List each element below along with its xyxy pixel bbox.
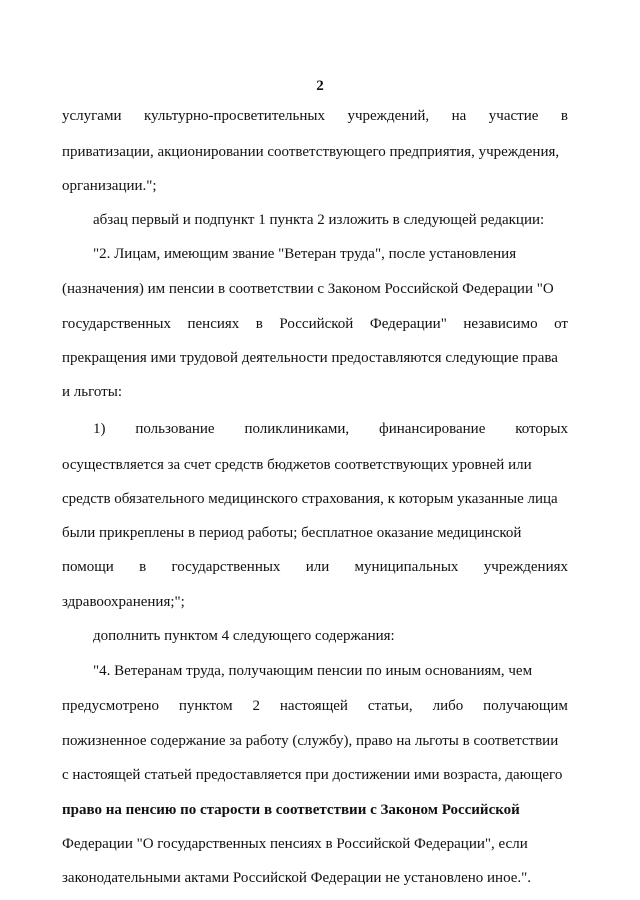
text-line: приватизации, акционировании соответствующего предприятия, учреждения, [62,144,560,160]
text-line: осуществляется за счет средств бюджетов соответствующих уровней или [62,457,532,473]
word: от [554,316,568,332]
text-line: средств обязательного медицинского страхования, к которым указанные лица [62,491,558,507]
paragraph-first-line: дополнить пунктом 4 следующего содержания: [93,628,395,644]
word: финансирование [378,421,486,437]
word: которых [515,421,568,437]
word: получающим [483,698,568,714]
text-line: здравоохранения;"; [62,594,185,610]
word: независимо [463,316,538,332]
word: государственных [62,316,171,332]
word: предусмотрено [62,698,159,714]
word: либо [432,698,464,714]
word: пользование [135,421,215,437]
word: участие [488,108,539,124]
text-line [62,315,568,333]
word: или [305,559,330,575]
paragraph-first-line: абзац первый и подпункт 1 пункта 2 изложить в следующей редакции: [93,212,545,228]
text-line: право на пенсию по старости в соответствии с Законом Российской [62,802,520,818]
text-line: и льготы: [62,384,122,400]
paragraph-first-line: "4. Ветеранам труда, получающим пенсии по иным основаниям, чем [93,663,533,679]
word: культурно-просветительных [143,108,325,124]
word: в [255,316,263,332]
word: поликлиниками, [244,421,350,437]
word: помощи [62,559,114,575]
paragraph-first-line [93,420,568,438]
word: государственных [171,559,281,575]
text-line: с настоящей статьей предоставляется при достижении ими возраста, дающего [62,767,563,783]
paragraph-first-line: "2. Лицам, имеющим звание "Ветеран труда", после установления [93,246,517,262]
page-number: 2 [316,78,324,94]
word: пенсиях [187,316,240,332]
word: на [451,108,467,124]
text-line: Федерации "О государственных пенсиях в Российской Федерации", если [62,836,528,852]
word: учреждениях [483,559,568,575]
word: Федерации" [369,316,447,332]
word: учреждений, [347,108,430,124]
text-line [62,107,568,125]
text-line: пожизненное содержание за работу (службу), право на льготы в соответствии [62,733,559,749]
word: услугами [62,108,122,124]
word: настоящей [279,698,348,714]
text-line: прекращения ими трудовой деятельности предоставляются следующие права [62,350,558,366]
word: 2 [252,698,260,714]
word: пунктом [178,698,233,714]
text-line: законодательными актами Российской Федерации не установлено иное.". [62,870,532,886]
word: в [139,559,147,575]
text-line: организации."; [62,178,157,194]
text-line: (назначения) им пенсии в соответствии с Законом Российской Федерации "О [62,281,554,297]
word: в [560,108,568,124]
text-line [62,697,568,715]
word: муниципальных [354,559,459,575]
word: 1) [93,421,106,437]
text-line [62,558,568,576]
word: Российской [279,316,354,332]
word: статьи, [367,698,413,714]
text-line: были прикреплены в период работы; бесплатное оказание медицинской [62,525,522,541]
